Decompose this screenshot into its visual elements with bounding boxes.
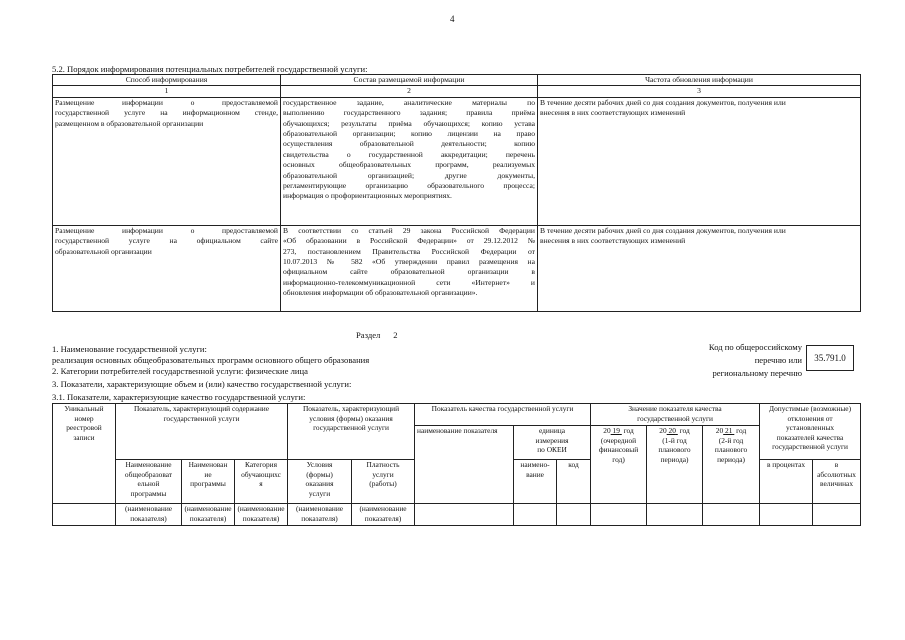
- text-line: образовательной организации; копию лицензии на право: [283, 129, 535, 139]
- col-registry-number: [53, 404, 116, 504]
- text-line: информационно-телекоммуникационной сети «Интернет» и: [283, 277, 535, 287]
- sub-indicator-name: [288, 504, 352, 526]
- empty-cell: [53, 504, 116, 526]
- text-line: регламентирующие организацию образовательного процесса;: [283, 181, 535, 191]
- year-plan-1: [647, 426, 703, 504]
- text-line: Допустимые (возможные): [769, 404, 852, 413]
- text-line: официальном сайте образовательной организации в: [283, 267, 535, 277]
- text-line: ие: [204, 469, 212, 479]
- text-line: 273, постановлением Правительства Российской Федерации от: [283, 246, 535, 256]
- deviation-absolute: [813, 460, 861, 504]
- col-allowed-deviation: [760, 404, 861, 460]
- sub-service-payment: [352, 460, 415, 504]
- quality-indicators-label: 3.1. Показатели, характеризующие качество государственной услуги:: [52, 392, 306, 402]
- text-line: планового: [658, 445, 691, 455]
- year-value: 21: [725, 426, 733, 435]
- text-line: образовательной организации: [55, 246, 152, 256]
- text-line: Показатель, характеризующий: [302, 404, 400, 413]
- text-line: Размещение информации о предоставляемой: [55, 225, 278, 235]
- text-line: Наименован: [188, 460, 228, 469]
- text-line: общеобразоват: [124, 469, 173, 479]
- method-cell: [53, 97, 281, 225]
- text-line: показателя): [364, 513, 402, 523]
- frequency-cell: [538, 97, 861, 225]
- content-cell: [281, 225, 538, 311]
- section-5-2-title: 5.2. Порядок информирования потенциальных потребителей государственной услуги:: [52, 64, 368, 74]
- text-line: я: [259, 479, 263, 489]
- empty-cell: [647, 504, 703, 526]
- year-value: 19: [612, 426, 620, 435]
- text-line: свидетельства о государственной аккредитации; перечень: [283, 149, 535, 159]
- text-line: Уникальный: [64, 404, 104, 413]
- sub-indicator-name: [235, 504, 288, 526]
- sub-service-conditions: [288, 460, 352, 504]
- section-label-text: Раздел: [356, 330, 381, 340]
- text-line: абсолютных: [817, 469, 856, 479]
- text-line: обучающихся; результаты приёма обучающихся; копию устава: [283, 118, 535, 128]
- text-line: показателя): [301, 513, 338, 523]
- text-line: внесения в них соответствующих изменений: [540, 108, 686, 118]
- text-line: отклонения от: [787, 413, 833, 423]
- text-line: финансовый: [598, 445, 639, 455]
- sub-program-name: [116, 460, 182, 504]
- year-value: 20: [668, 426, 676, 435]
- text-line: периода): [717, 454, 745, 464]
- text-line: Код по общероссийскому: [708, 342, 802, 352]
- empty-cell: [514, 504, 557, 526]
- text-line: государственной услуги: [637, 413, 713, 423]
- text-line: (наименование: [184, 504, 232, 513]
- text-line: обучающихс: [241, 469, 281, 479]
- column-number: 1: [53, 86, 281, 97]
- year-prefix: 20: [603, 426, 611, 435]
- text-line: по ОКЕИ: [537, 445, 567, 455]
- header-frequency: Частота обновления информации: [538, 75, 861, 86]
- deviation-percent: в процентах: [760, 460, 813, 504]
- consumer-category: 2. Категории потребителей государственной услуги: физические лица: [52, 366, 308, 376]
- text-line: «Об образовании в Российской Федерации» от 29.12.2012 №: [283, 236, 535, 246]
- text-line: вание: [526, 469, 544, 479]
- text-line: основных общеобразовательных программ, реализуемых: [283, 160, 535, 170]
- text-line: (формы): [306, 469, 333, 479]
- text-line: ельной: [137, 479, 160, 489]
- text-line: (наименование: [359, 504, 407, 513]
- col-conditions-indicator: [288, 404, 415, 460]
- text-line: показателей качества: [776, 432, 844, 442]
- text-line: измерения: [535, 435, 569, 445]
- text-line: показателя): [242, 513, 280, 523]
- text-line: в: [834, 460, 839, 469]
- sub-indicator-name: [116, 504, 182, 526]
- text-line: Значение показателя качества: [628, 404, 722, 413]
- text-line: оказания: [305, 479, 334, 489]
- table-row: [53, 97, 861, 225]
- text-line: государственной услуги: [163, 413, 240, 423]
- year-prefix: 20: [715, 426, 724, 435]
- header-method: Способ информирования: [53, 75, 281, 86]
- informing-table: [52, 74, 861, 312]
- table-row: [53, 225, 861, 311]
- page-number: 4: [450, 14, 455, 24]
- section-label: [356, 330, 398, 341]
- content-cell: [281, 97, 538, 225]
- text-line: год): [612, 454, 625, 464]
- quality-table: [52, 403, 861, 526]
- text-line: услуги: [372, 469, 394, 479]
- text-line: реестровой: [66, 423, 102, 433]
- col-content-indicator: [116, 404, 288, 460]
- text-line: программы: [190, 479, 226, 489]
- text-line: (1-й год: [662, 435, 687, 445]
- text-line: показателя): [189, 513, 227, 523]
- text-line: Платность: [366, 460, 400, 469]
- text-line: осуществления образовательной деятельности; копию: [283, 139, 535, 149]
- text-line: установленных: [785, 423, 835, 433]
- text-line: (работы): [369, 479, 397, 489]
- text-line: программы: [130, 488, 167, 498]
- col-quality-indicator: Показатель качества государственной услуги: [415, 404, 591, 426]
- text-line: размещенном в образовательной организации: [55, 118, 204, 128]
- text-line: государственной услуге на информационном стенде,: [55, 108, 278, 118]
- year-suffix: год: [623, 426, 634, 435]
- text-line: условия (формы) оказания: [309, 413, 393, 423]
- quality-indicator-name: наименование показателя: [415, 426, 514, 504]
- text-line: региональному перечню: [712, 368, 802, 378]
- sub-student-category: [235, 460, 288, 504]
- text-line: записи: [73, 432, 95, 442]
- method-cell: [53, 225, 281, 311]
- indicators-label: 3. Показатели, характеризующие объем и (или) качество государственной услуги:: [52, 379, 352, 389]
- frequency-cell: [538, 225, 861, 311]
- empty-cell: [703, 504, 760, 526]
- text-line: Показатель, характеризующий содержание: [133, 404, 270, 413]
- text-line: (2-й год: [718, 435, 744, 445]
- registry-code-box: 35.791.0: [806, 345, 854, 371]
- service-name-value: реализация основных общеобразовательных программ основного общего образования: [52, 355, 370, 365]
- sub-indicator-name: [352, 504, 415, 526]
- text-line: обновления информации об образовательной организации».: [283, 288, 478, 298]
- unit-code: код: [557, 460, 591, 504]
- text-line: государственной услуге на официальном сайте: [55, 236, 278, 246]
- text-line: государственной услуги: [313, 423, 389, 433]
- text-line: государственной услуги: [772, 442, 848, 452]
- sub-program-title: [182, 460, 235, 504]
- text-line: государственное задание, аналитические материалы по: [283, 97, 535, 107]
- header-content: Состав размещаемой информации: [281, 75, 538, 86]
- text-line: (очередной: [600, 435, 637, 445]
- text-line: В течение десяти рабочих дней со дня создания документов, получения или: [540, 225, 786, 235]
- text-line: выполнению государственного задания; правила приёма: [283, 108, 535, 118]
- column-number: 2: [281, 86, 538, 97]
- text-line: (наименование: [237, 504, 285, 513]
- year-suffix: год: [736, 426, 747, 435]
- text-line: планового: [714, 445, 748, 455]
- text-line: Размещение информации о предоставляемой: [55, 97, 278, 107]
- empty-cell: [813, 504, 861, 526]
- text-line: периода): [660, 454, 689, 464]
- text-line: единица: [538, 426, 566, 435]
- registry-code-label: [660, 341, 802, 380]
- section-number: 2: [393, 330, 398, 340]
- text-line: информация о профориентационных мероприятиях.: [283, 191, 452, 201]
- text-line: (наименование: [124, 504, 173, 513]
- year-prefix: 20: [659, 426, 667, 435]
- text-line: номер: [74, 413, 94, 423]
- empty-cell: [591, 504, 647, 526]
- unit-okei: [514, 426, 591, 460]
- year-suffix: год: [679, 426, 690, 435]
- text-line: образовательной организацией; другие документы,: [283, 170, 535, 180]
- text-line: услуги: [308, 488, 331, 498]
- sub-indicator-name: [182, 504, 235, 526]
- empty-cell: [557, 504, 591, 526]
- text-line: перечню или: [754, 355, 802, 365]
- unit-name: [514, 460, 557, 504]
- year-current: [591, 426, 647, 504]
- text-line: 10.07.2013 № 582 «Об утверждении правил размещения на: [283, 257, 535, 267]
- text-line: В течение десяти рабочих дней со дня создания документов, получения или: [540, 97, 786, 107]
- text-line: величинах: [820, 479, 854, 489]
- text-line: В соответствии со статьей 29 закона Российской Федерации: [283, 225, 535, 235]
- column-number: 3: [538, 86, 861, 97]
- service-name-label: 1. Наименование государственной услуги:: [52, 344, 207, 354]
- text-line: Условия: [306, 460, 333, 469]
- col-quality-values: [591, 404, 760, 426]
- empty-cell: [415, 504, 514, 526]
- text-line: внесения в них соответствующих изменений: [540, 236, 686, 246]
- empty-cell: [760, 504, 813, 526]
- year-plan-2: [703, 426, 760, 504]
- text-line: наимено-: [520, 460, 550, 469]
- text-line: (наименование: [295, 504, 344, 513]
- text-line: Категория: [244, 460, 278, 469]
- text-line: показателя): [130, 513, 167, 523]
- text-line: Наименование: [125, 460, 172, 469]
